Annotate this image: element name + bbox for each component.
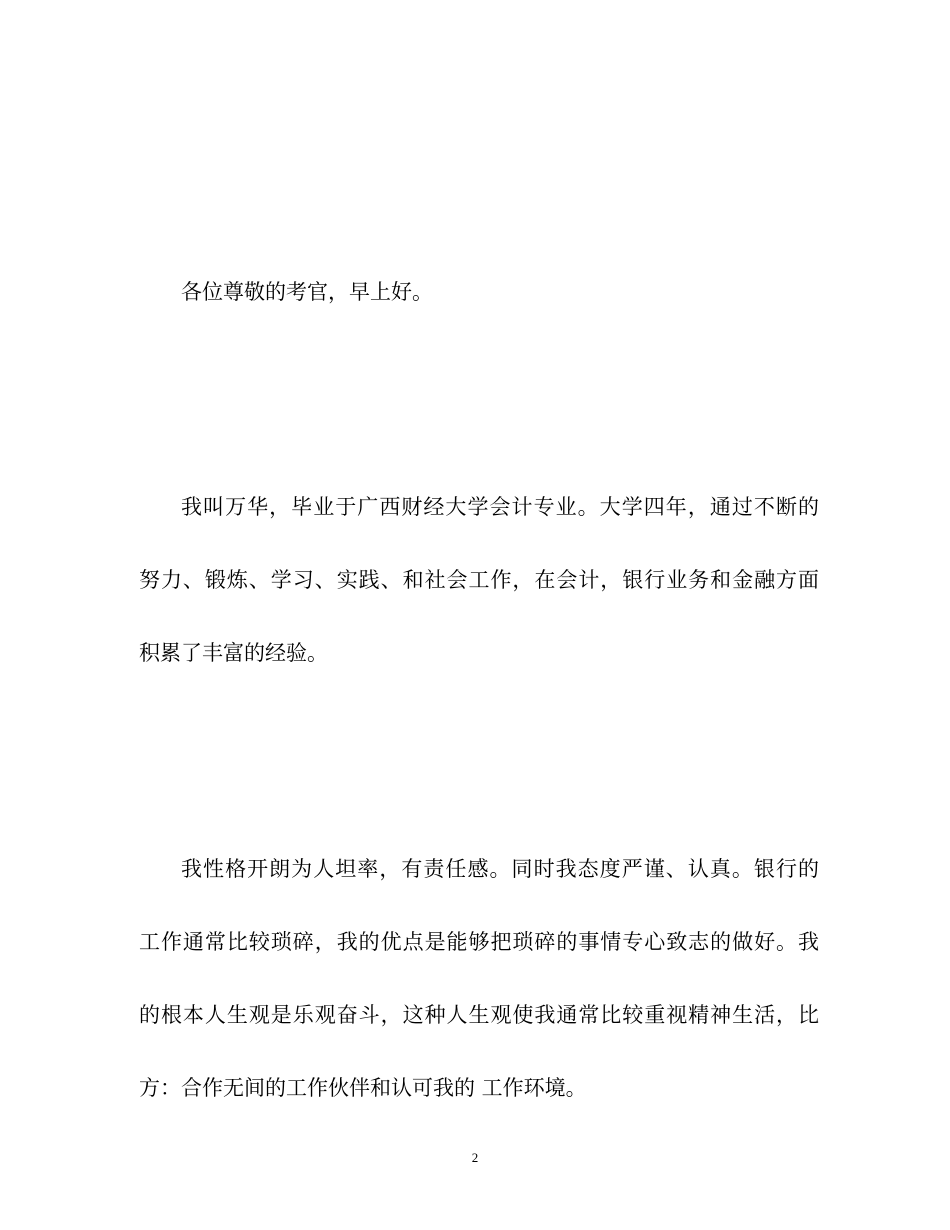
greeting-line: 各位尊敬的考官，早上好。: [181, 280, 433, 304]
paragraph-2-line-1: 我叫万华，毕业于广西财经大学会计专业。大学四年，通过不断的: [181, 495, 819, 519]
paragraph-3-line-1: 我性格开朗为人坦率，有责任感。同时我态度严谨、认真。银行的: [181, 857, 819, 881]
paragraph-2-line-2: 努力、锻炼、学习、实践、和社会工作，在会计，银行业务和金融方面: [139, 568, 819, 592]
paragraph-2-line-3: 积累了丰富的经验。: [139, 641, 328, 665]
page-number: 2: [471, 1150, 479, 1165]
paragraph-3-line-2: 工作通常比较琐碎，我的优点是能够把琐碎的事情专心致志的做好。我: [139, 930, 819, 954]
paragraph-3-line-3: 的根本人生观是乐观奋斗，这种人生观使我通常比较重视精神生活，比: [139, 1003, 819, 1027]
paragraph-3-line-4: 方：合作无间的工作伙伴和认可我的 工作环境。: [139, 1076, 587, 1100]
